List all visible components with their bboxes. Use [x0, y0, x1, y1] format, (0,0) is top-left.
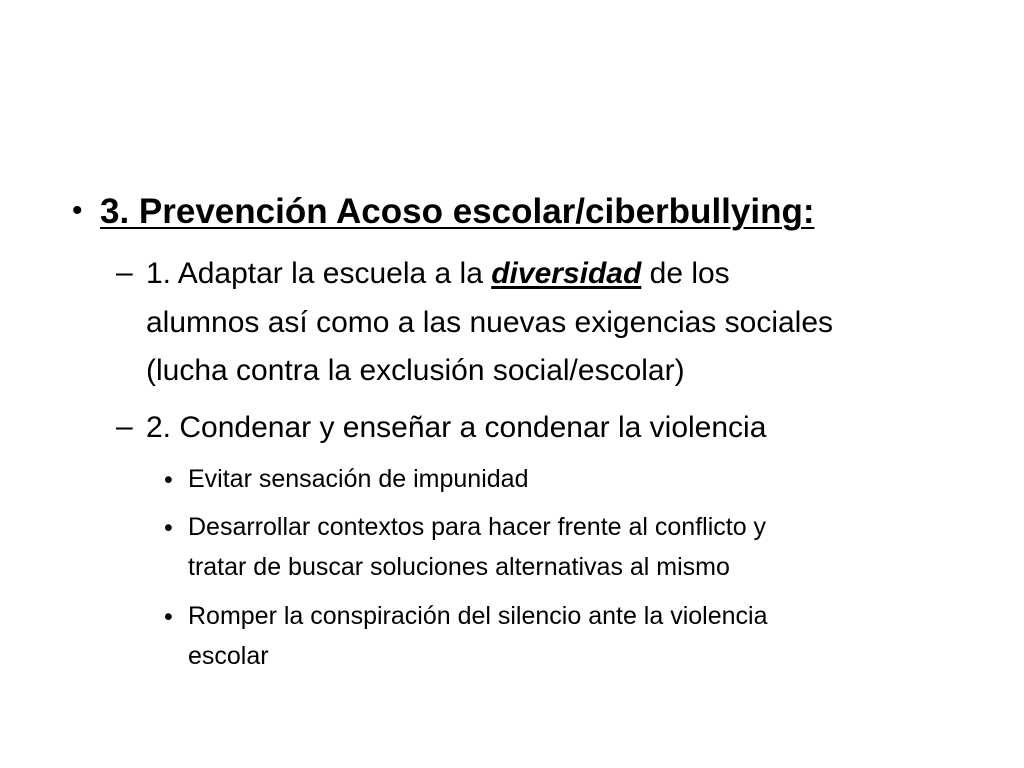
subitem-1-line-1: Evitar sensación de impunidad [188, 465, 529, 493]
heading-bullet-icon: • [72, 194, 83, 227]
item-1-text-before: 1. Adaptar la escuela a la [146, 257, 492, 290]
item-1-text-after: de los [641, 257, 730, 290]
item-1-emphasis: diversidad [491, 257, 642, 290]
item-1-dash-icon: – [116, 256, 133, 289]
item-1-line-2: alumnos así como a las nuevas exigencias sociales [146, 306, 834, 339]
item-2-text: 2. Condenar y enseñar a condenar la violencia [146, 411, 767, 444]
subitem-3-line-1: Romper la conspiración del silencio ante la violencia [188, 602, 768, 630]
subitem-2-bullet-icon: • [164, 514, 173, 542]
subitem-2-line-2: tratar de buscar soluciones alternativas al mismo [188, 553, 730, 581]
subitem-3-bullet-icon: • [164, 603, 173, 631]
subitem-1-bullet-icon: • [164, 466, 173, 494]
item-1-line-1 [146, 257, 730, 291]
heading-text: 3. Prevención Acoso escolar/ciberbullying: [100, 192, 815, 231]
subitem-3-line-2: escolar [188, 642, 269, 670]
item-2-dash-icon: – [116, 410, 133, 443]
subitem-2-line-1: Desarrollar contextos para hacer frente al conflicto y [188, 513, 767, 541]
item-1-line-3: (lucha contra la exclusión social/escolar) [146, 354, 685, 387]
